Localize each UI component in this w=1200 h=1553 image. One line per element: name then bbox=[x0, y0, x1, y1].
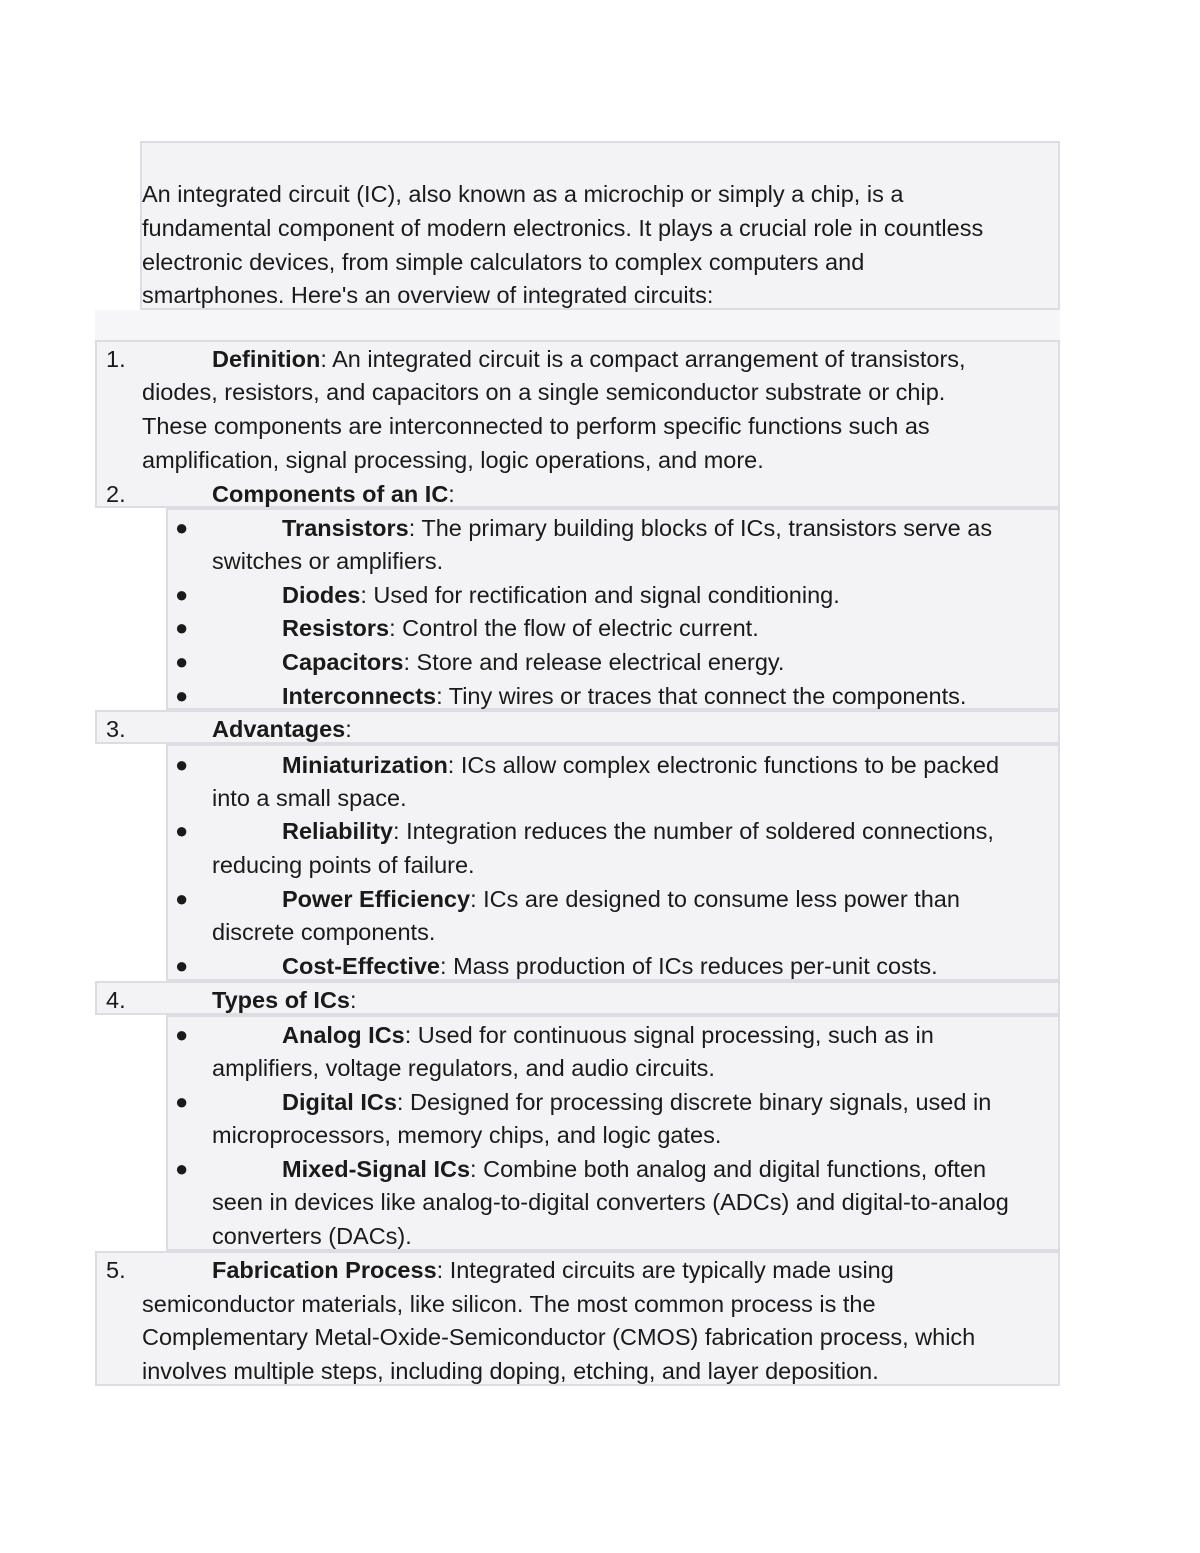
section-title: Types of ICs bbox=[212, 987, 350, 1013]
bullet-icon: ● bbox=[175, 1156, 189, 1181]
section-heading bbox=[212, 477, 455, 511]
list-item bbox=[282, 611, 759, 645]
list-item bbox=[282, 645, 784, 679]
section-text: : Integrated circuits are typically made using bbox=[436, 1257, 894, 1283]
bullet-icon: ● bbox=[175, 886, 189, 911]
item-text-line: seen in devices like analog-to-digital converters (ADCs) and digital-to-analog bbox=[212, 1189, 1009, 1215]
bullet-icon: ● bbox=[175, 683, 189, 708]
item-text: : The primary building blocks of ICs, transistors serve as bbox=[408, 515, 993, 541]
section-colon: : bbox=[345, 716, 352, 742]
bullet-icon: ● bbox=[175, 953, 189, 978]
bullet-icon: ● bbox=[175, 582, 189, 607]
intro-line: electronic devices, from simple calculators to complex computers and bbox=[142, 249, 865, 275]
section-number: 1. bbox=[106, 346, 126, 372]
list-item bbox=[282, 679, 966, 713]
item-text-line: converters (DACs). bbox=[212, 1223, 412, 1249]
section-text-line: These components are interconnected to perform specific functions such as bbox=[142, 413, 930, 439]
item-text: : Store and release electrical energy. bbox=[403, 649, 785, 675]
section-number: 5. bbox=[106, 1257, 126, 1283]
item-text-line: reducing points of failure. bbox=[212, 852, 475, 878]
item-text: : Mass production of ICs reduces per-unit costs. bbox=[440, 953, 938, 979]
item-term: Capacitors bbox=[282, 649, 404, 675]
section-text-line: semiconductor materials, like silicon. The most common process is the bbox=[142, 1291, 876, 1317]
list-item bbox=[282, 1152, 986, 1186]
section-title: Advantages bbox=[212, 716, 346, 742]
item-text: : Control the flow of electric current. bbox=[389, 615, 759, 641]
item-text-line: switches or amplifiers. bbox=[212, 548, 444, 574]
item-term: Power Efficiency bbox=[282, 886, 471, 912]
bullet-icon: ● bbox=[175, 1089, 189, 1114]
list-item bbox=[282, 949, 938, 983]
item-term: Mixed-Signal ICs bbox=[282, 1156, 471, 1182]
item-term: Interconnects bbox=[282, 683, 437, 709]
section-colon: : bbox=[349, 987, 357, 1013]
section-text: : An integrated circuit is a compact arrangement of transistors, bbox=[320, 346, 966, 372]
item-term: Diodes bbox=[282, 582, 361, 608]
item-text: : Integration reduces the number of soldered connections, bbox=[393, 818, 994, 844]
intro-line: fundamental component of modern electronics. It plays a crucial role in countless bbox=[142, 215, 984, 241]
item-text: : ICs are designed to consume less power than bbox=[470, 886, 960, 912]
item-text-line: discrete components. bbox=[212, 919, 436, 945]
section-heading bbox=[212, 712, 352, 746]
section-text-line: involves multiple steps, including doping, etching, and layer deposition. bbox=[142, 1358, 879, 1384]
item-text: : Combine both analog and digital functions, often bbox=[470, 1156, 987, 1182]
item-text: : Used for continuous signal processing, such as in bbox=[404, 1022, 934, 1048]
bullet-icon: ● bbox=[175, 1022, 189, 1047]
section-heading bbox=[212, 983, 357, 1017]
bullet-icon: ● bbox=[175, 615, 189, 640]
section-text-line: amplification, signal processing, logic operations, and more. bbox=[142, 447, 764, 473]
section-colon: : bbox=[448, 481, 455, 507]
item-text: : Designed for processing discrete binary signals, used in bbox=[396, 1089, 992, 1115]
item-text: : Tiny wires or traces that connect the components. bbox=[436, 683, 967, 709]
section-number: 4. bbox=[106, 987, 126, 1013]
section-title: Fabrication Process bbox=[212, 1257, 437, 1283]
item-text: : ICs allow complex electronic functions to be packed bbox=[447, 752, 1000, 778]
item-term: Resistors bbox=[282, 615, 390, 641]
section-number: 3. bbox=[106, 716, 126, 742]
section-heading bbox=[212, 1253, 894, 1287]
list-item bbox=[282, 882, 960, 916]
item-text: : Used for rectification and signal conditioning. bbox=[360, 582, 840, 608]
item-text-line: amplifiers, voltage regulators, and audio circuits. bbox=[212, 1055, 715, 1081]
section-text-line: diodes, resistors, and capacitors on a single semiconductor substrate or chip. bbox=[142, 379, 946, 405]
bullet-icon: ● bbox=[175, 818, 189, 843]
intro-line: An integrated circuit (IC), also known as a microchip or simply a chip, is a bbox=[142, 181, 904, 207]
item-text-line: microprocessors, memory chips, and logic gates. bbox=[212, 1122, 722, 1148]
bullet-icon: ● bbox=[175, 649, 189, 674]
list-item bbox=[282, 748, 999, 782]
list-item bbox=[282, 1018, 934, 1052]
item-term: Reliability bbox=[282, 818, 394, 844]
bullet-icon: ● bbox=[175, 752, 189, 777]
item-term: Cost-Effective bbox=[282, 953, 441, 979]
item-term: Miniaturization bbox=[282, 752, 448, 778]
spacer-band bbox=[95, 310, 1060, 340]
bullet-icon: ● bbox=[175, 515, 189, 540]
section-heading bbox=[212, 342, 966, 376]
section-title: Components of an IC bbox=[212, 481, 449, 507]
section-title: Definition bbox=[212, 346, 321, 372]
intro-line: smartphones. Here's an overview of integrated circuits: bbox=[142, 282, 714, 308]
item-term: Digital ICs bbox=[282, 1089, 397, 1115]
list-item bbox=[282, 511, 992, 545]
list-item bbox=[282, 578, 840, 612]
list-item bbox=[282, 814, 994, 848]
section-text-line: Complementary Metal-Oxide-Semiconductor (CMOS) fabrication process, which bbox=[142, 1324, 976, 1350]
section-number: 2. bbox=[106, 481, 126, 507]
item-term: Transistors bbox=[282, 515, 409, 541]
item-text-line: into a small space. bbox=[212, 785, 407, 811]
item-term: Analog ICs bbox=[282, 1022, 405, 1048]
list-item bbox=[282, 1085, 991, 1119]
